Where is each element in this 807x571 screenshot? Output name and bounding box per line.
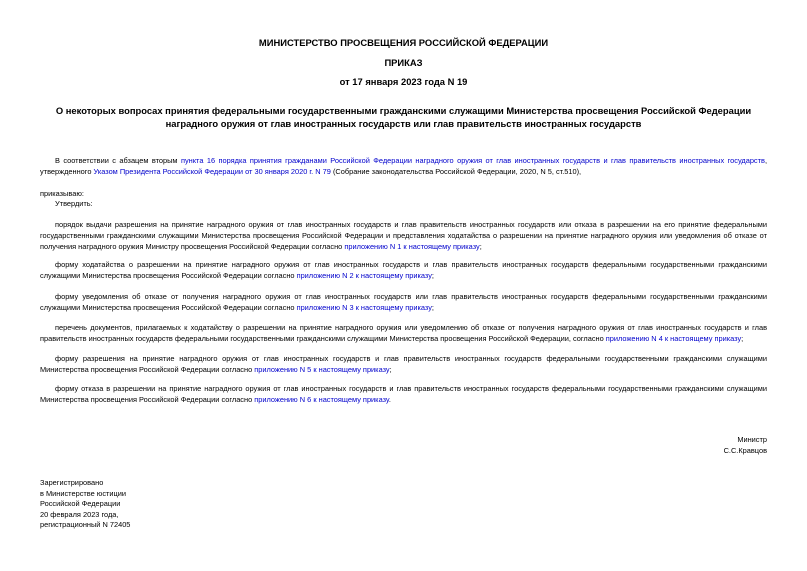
item-text: форму разрешения на принятие наградного оружия от глав иностранных государств и глав правительств иностранных государств федеральными государственными гражданскими служащими Министерства просвещения Российской Федерации согласно <box>40 354 767 374</box>
item-end: ; <box>479 242 482 251</box>
item-text: форму уведомления об отказе от получения наградного оружия от глав иностранных государств или глав правительств иностранных государств федеральными государственными гражданскими служащими Министерства просвещения Российской Федерации согласно <box>40 292 767 312</box>
orders-label: приказываю: <box>40 189 84 198</box>
item-end: . <box>388 395 391 404</box>
ministry-heading: МИНИСТЕРСТВО ПРОСВЕЩЕНИЯ РОССИЙСКОЙ ФЕДЕРАЦИИ <box>258 37 549 48</box>
item-text: порядок выдачи разрешения на принятие наградного оружия от глав иностранных государств и глав правительств иностранных государств или отказа в разрешении на его принятие федеральными государственными гражданскими служащими Министерства просвещения Российской Федерации и представления ходатайства о разрешении на принятие наградного оружия или уведомления об отказе от получения наградного оружия Министру просвещения Российской Федерации согласно <box>40 220 767 251</box>
appendix-5-link[interactable]: приложению N 5 к настоящему приказу <box>254 365 390 374</box>
decree-link[interactable]: Указом Президента Российской Федерации от 30 января 2020 г. N 79 <box>93 167 331 176</box>
item-text: форму отказа в разрешении на принятие наградного оружия от глав иностранных государств и глав правительств иностранных государств федеральными государственными гражданскими служащими Министерства просвещения Российской Федерации согласно <box>40 384 767 404</box>
appendix-4-link[interactable]: приложению N 4 к настоящему приказу <box>605 334 742 343</box>
list-item <box>40 353 767 375</box>
item-end: ; <box>389 365 392 374</box>
appendix-6-link[interactable]: приложению N 6 к настоящему приказу <box>254 395 389 404</box>
list-item <box>40 383 767 405</box>
registration-line-3: Российской Федерации <box>40 499 121 508</box>
item-end: ; <box>431 271 434 280</box>
list-item <box>40 219 767 252</box>
item-end: ; <box>431 303 434 312</box>
list-item <box>40 259 767 281</box>
document-title: О некоторых вопросах принятия федеральными государственными гражданскими служащими Министерства просвещения Российской Федерации наградного оружия от глав иностранных государств или глав правительств иностранных государств <box>55 105 752 129</box>
date-number-heading: от 17 января 2023 года N 19 <box>339 76 468 87</box>
appendix-1-link[interactable]: приложению N 1 к настоящему приказу <box>344 242 480 251</box>
appendix-2-link[interactable]: приложению N 2 к настоящему приказу <box>296 271 432 280</box>
item-text: форму ходатайства о разрешении на принятие наградного оружия от глав иностранных государств и глав правительств иностранных государств федеральными государственными гражданскими служащими Министерства просвещения Российской Федерации согласно <box>40 260 767 280</box>
procedure-link[interactable]: пункта 16 порядка принятия гражданами Российской Федерации наградного оружия от глав иностранных государств и глав правительств иностранных государств <box>180 156 765 165</box>
list-item <box>40 322 767 344</box>
preamble-paragraph <box>40 155 767 177</box>
preamble-text-3: (Собрание законодательства Российской Федерации, 2020, N 5, ст.510), <box>330 167 582 176</box>
preamble-text-1: В соответствии с абзацем вторым <box>55 156 181 165</box>
signatory-position: Министр <box>737 435 767 444</box>
signatory-name: С.С.Кравцов <box>723 446 767 455</box>
appendix-3-link[interactable]: приложению N 3 к настоящему приказу <box>296 303 432 312</box>
registration-line-2: в Министерстве юстиции <box>40 489 127 498</box>
registration-line-1: Зарегистрировано <box>40 478 104 487</box>
preamble-text-2: , утвержденного <box>40 156 767 176</box>
list-item <box>40 291 767 313</box>
approve-label: Утвердить: <box>55 199 93 208</box>
item-end: ; <box>741 334 744 343</box>
doc-type-heading: ПРИКАЗ <box>384 57 423 68</box>
registration-line-5: регистрационный N 72405 <box>40 520 131 529</box>
registration-line-4: 20 февраля 2023 года, <box>40 510 119 519</box>
item-text: перечень документов, прилагаемых к ходатайству о разрешении на принятие наградного оружия или уведомлению об отказе от получения наградного оружия от глав иностранных государств и глав правительств иностранных государств федеральными государственными гражданскими служащими Министерства просвещения Российской Федерации, согласно <box>40 323 767 343</box>
